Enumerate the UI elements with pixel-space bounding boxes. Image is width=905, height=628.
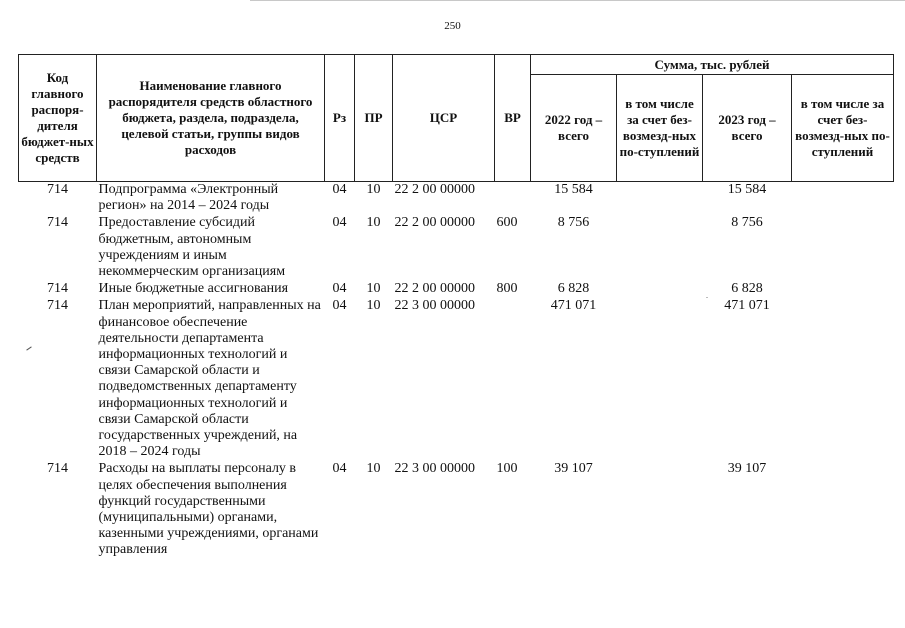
cell-vr: 800: [496, 281, 518, 297]
header-name: Наименование главного распорядителя средств областного бюджета, раздела, подраздела, целевой статьи, группы видов расходов: [97, 55, 325, 182]
table-row: [19, 461, 894, 559]
cell-2023-grant: [792, 182, 894, 216]
cell-code: 714: [47, 182, 68, 197]
cell-vr: [495, 298, 531, 461]
cell-csr: 22 2 00 00000: [394, 182, 475, 197]
header-rz: Рз: [325, 55, 355, 182]
cell-rz: 04: [332, 182, 347, 197]
header-vr: ВР: [495, 55, 531, 182]
cell-name: Подпрограмма «Электронный регион» на 2014 – 2024 годы: [98, 182, 279, 214]
cell-2022-grant: [617, 215, 703, 281]
cell-name: Иные бюджетные ассигнования: [98, 281, 289, 297]
cell-2022-total: 471 071: [550, 298, 597, 314]
cell-rz: 04: [332, 461, 347, 477]
cell-name: Расходы на выплаты персоналу в целях обеспечения выполнения функций государственными (муниципальными) органами, казенными учреждениями, органами управления: [98, 461, 319, 558]
table-row: [19, 182, 894, 216]
cell-2023-grant: [792, 281, 894, 298]
header-pr: ПР: [355, 55, 393, 182]
page-number: 250: [444, 20, 461, 32]
cell-pr: 10: [366, 281, 381, 297]
cell-code: 714: [47, 461, 68, 477]
cell-csr: 22 2 00 00000: [394, 215, 475, 231]
cell-2023-total: 39 107: [727, 461, 767, 477]
cell-2022-grant: [617, 182, 703, 216]
scan-dot: [706, 297, 708, 298]
cell-pr: 10: [366, 461, 381, 477]
cell-2022-grant: [617, 461, 703, 559]
cell-name: Предоставление субсидий бюджетным, автономным учреждениям и иным некоммерческим организациям: [98, 215, 286, 280]
table-row: [19, 298, 894, 461]
cell-csr: 22 3 00 00000: [394, 298, 475, 314]
cell-2023-grant: [792, 461, 894, 559]
cell-2023-grant: [792, 215, 894, 281]
cell-2022-total: 15 584: [554, 182, 593, 197]
cell-2023-grant: [792, 298, 894, 461]
cell-vr: 100: [496, 461, 518, 477]
header-code: Код главного распоря-дителя бюджет-ных средств: [19, 55, 97, 182]
header-2023-grant: в том числе за счет без-возмезд-ных по-ступлений: [792, 75, 894, 182]
header-2023-total: 2023 год – всего: [703, 75, 792, 182]
cell-csr: 22 2 00 00000: [394, 281, 475, 297]
cell-pr: 10: [366, 182, 381, 197]
top-rule: [250, 0, 905, 1]
cell-pr: 10: [366, 215, 381, 231]
header-sum-group: Сумма, тыс. рублей: [531, 55, 894, 75]
header-2022-grant: в том числе за счет без-возмезд-ных по-ступлений: [617, 75, 703, 182]
cell-name: План мероприятий, направленных на финансовое обеспечение деятельности департамента информационных технологий и связи Самарской области и подведомственных департаменту информационных технологий и связи Самарской области государственных учреждений, на 2018 – 2024 годы: [98, 298, 321, 460]
header-csr: ЦСР: [393, 55, 495, 182]
cell-code: 714: [47, 298, 68, 314]
cell-2022-grant: [617, 298, 703, 461]
cell-2023-total: 8 756: [731, 215, 763, 231]
cell-vr: 600: [496, 215, 518, 231]
cell-code: 714: [47, 281, 68, 297]
cell-2022-total: 6 828: [557, 281, 590, 297]
budget-table: [18, 54, 894, 560]
cell-vr: [495, 182, 531, 216]
table-body: [19, 182, 894, 560]
cell-2023-total: 471 071: [724, 298, 770, 314]
cell-2023-total: 15 584: [727, 182, 767, 197]
table-row: [19, 215, 894, 281]
cell-2022-total: 8 756: [557, 215, 590, 231]
table-header: [19, 55, 894, 182]
cell-2022-grant: [617, 281, 703, 298]
cell-rz: 04: [332, 298, 347, 314]
header-2022-total: 2022 год – всего: [531, 75, 617, 182]
cell-code: 714: [47, 215, 68, 231]
cell-2022-total: 39 107: [554, 461, 593, 477]
cell-pr: 10: [366, 298, 381, 314]
cell-rz: 04: [332, 281, 347, 297]
cell-rz: 04: [332, 215, 347, 231]
cell-csr: 22 3 00 00000: [394, 461, 475, 477]
table-row: [19, 281, 894, 298]
cell-2023-total: 6 828: [731, 281, 763, 297]
